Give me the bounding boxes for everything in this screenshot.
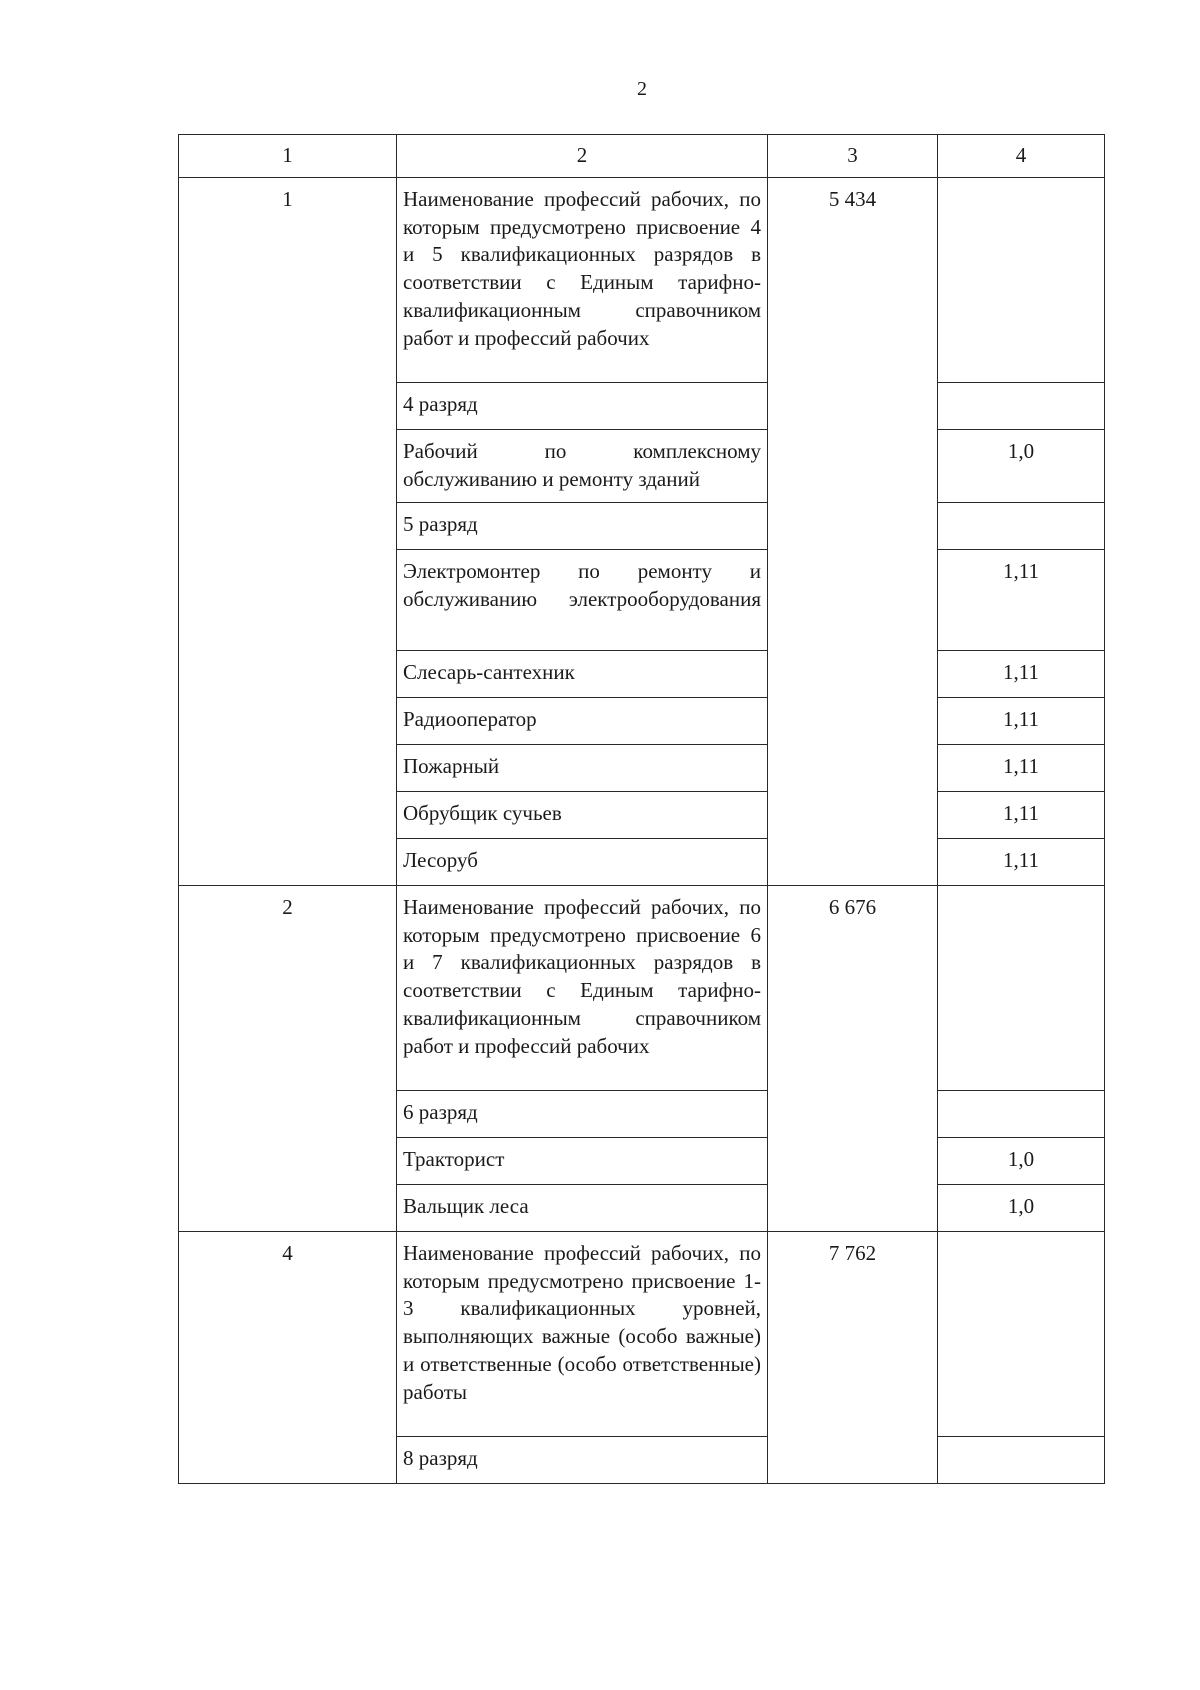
profession-name: Тракторист [397,1138,768,1185]
group-amount: 7 762 [768,1232,938,1484]
header-cell-1: 1 [179,135,397,178]
coefficient: 1,11 [938,651,1105,698]
profession-name: Электромонтер по ремонту и обслуживанию электрооборудования [397,550,768,651]
coefficient [938,1091,1105,1138]
profession-name: Вальщик леса [397,1185,768,1232]
header-cell-4: 4 [938,135,1105,178]
header-cell-2: 2 [397,135,768,178]
page-number: 2 [637,78,647,100]
group-title: Наименование профессий рабочих, по которым предусмотрено присвоение 6 и 7 квалификационных разрядов в соответствии с Единым тарифно-квалификационным справочником работ и профессий рабочих [397,886,768,1091]
coefficient: 1,11 [938,745,1105,792]
header-cell-3: 3 [768,135,938,178]
coefficient: 1,0 [938,1185,1105,1232]
profession-name: Обрубщик сучьев [397,792,768,839]
group-title-coef [938,886,1105,1091]
group-amount: 6 676 [768,886,938,1232]
profession-name: Рабочий по комплексному обслуживанию и ремонту зданий [397,430,768,503]
profession-name: 4 разряд [397,383,768,430]
profession-name: Лесоруб [397,839,768,886]
group-title-row [179,886,1105,1091]
coefficient [938,503,1105,550]
header-row [179,135,1105,178]
coefficient: 1,0 [938,430,1105,503]
group-title-coef [938,1232,1105,1437]
coefficient: 1,11 [938,698,1105,745]
group-number: 4 [179,1232,397,1484]
group-title-coef [938,178,1105,383]
profession-name: 8 разряд [397,1437,768,1484]
coefficient: 1,11 [938,550,1105,651]
coefficient: 1,11 [938,839,1105,886]
group-title: Наименование профессий рабочих, по которым предусмотрено присвоение 4 и 5 квалификационных разрядов в соответствии с Единым тарифно-квалификационным справочником работ и профессий рабочих [397,178,768,383]
group-title-row [179,1232,1105,1437]
group-number: 2 [179,886,397,1232]
coefficient: 1,11 [938,792,1105,839]
tariff-table [178,134,1105,1484]
profession-name: Радиооператор [397,698,768,745]
coefficient [938,1437,1105,1484]
group-amount: 5 434 [768,178,938,886]
profession-name: Пожарный [397,745,768,792]
profession-name: 5 разряд [397,503,768,550]
group-number: 1 [179,178,397,886]
profession-name: 6 разряд [397,1091,768,1138]
coefficient [938,383,1105,430]
profession-name: Слесарь-сантехник [397,651,768,698]
group-title: Наименование профессий рабочих, по которым предусмотрено присвоение 1-3 квалификационных уровней, выполняющих важные (особо важные) и ответственные (особо ответственные) работы [397,1232,768,1437]
group-title-row [179,178,1105,383]
coefficient: 1,0 [938,1138,1105,1185]
